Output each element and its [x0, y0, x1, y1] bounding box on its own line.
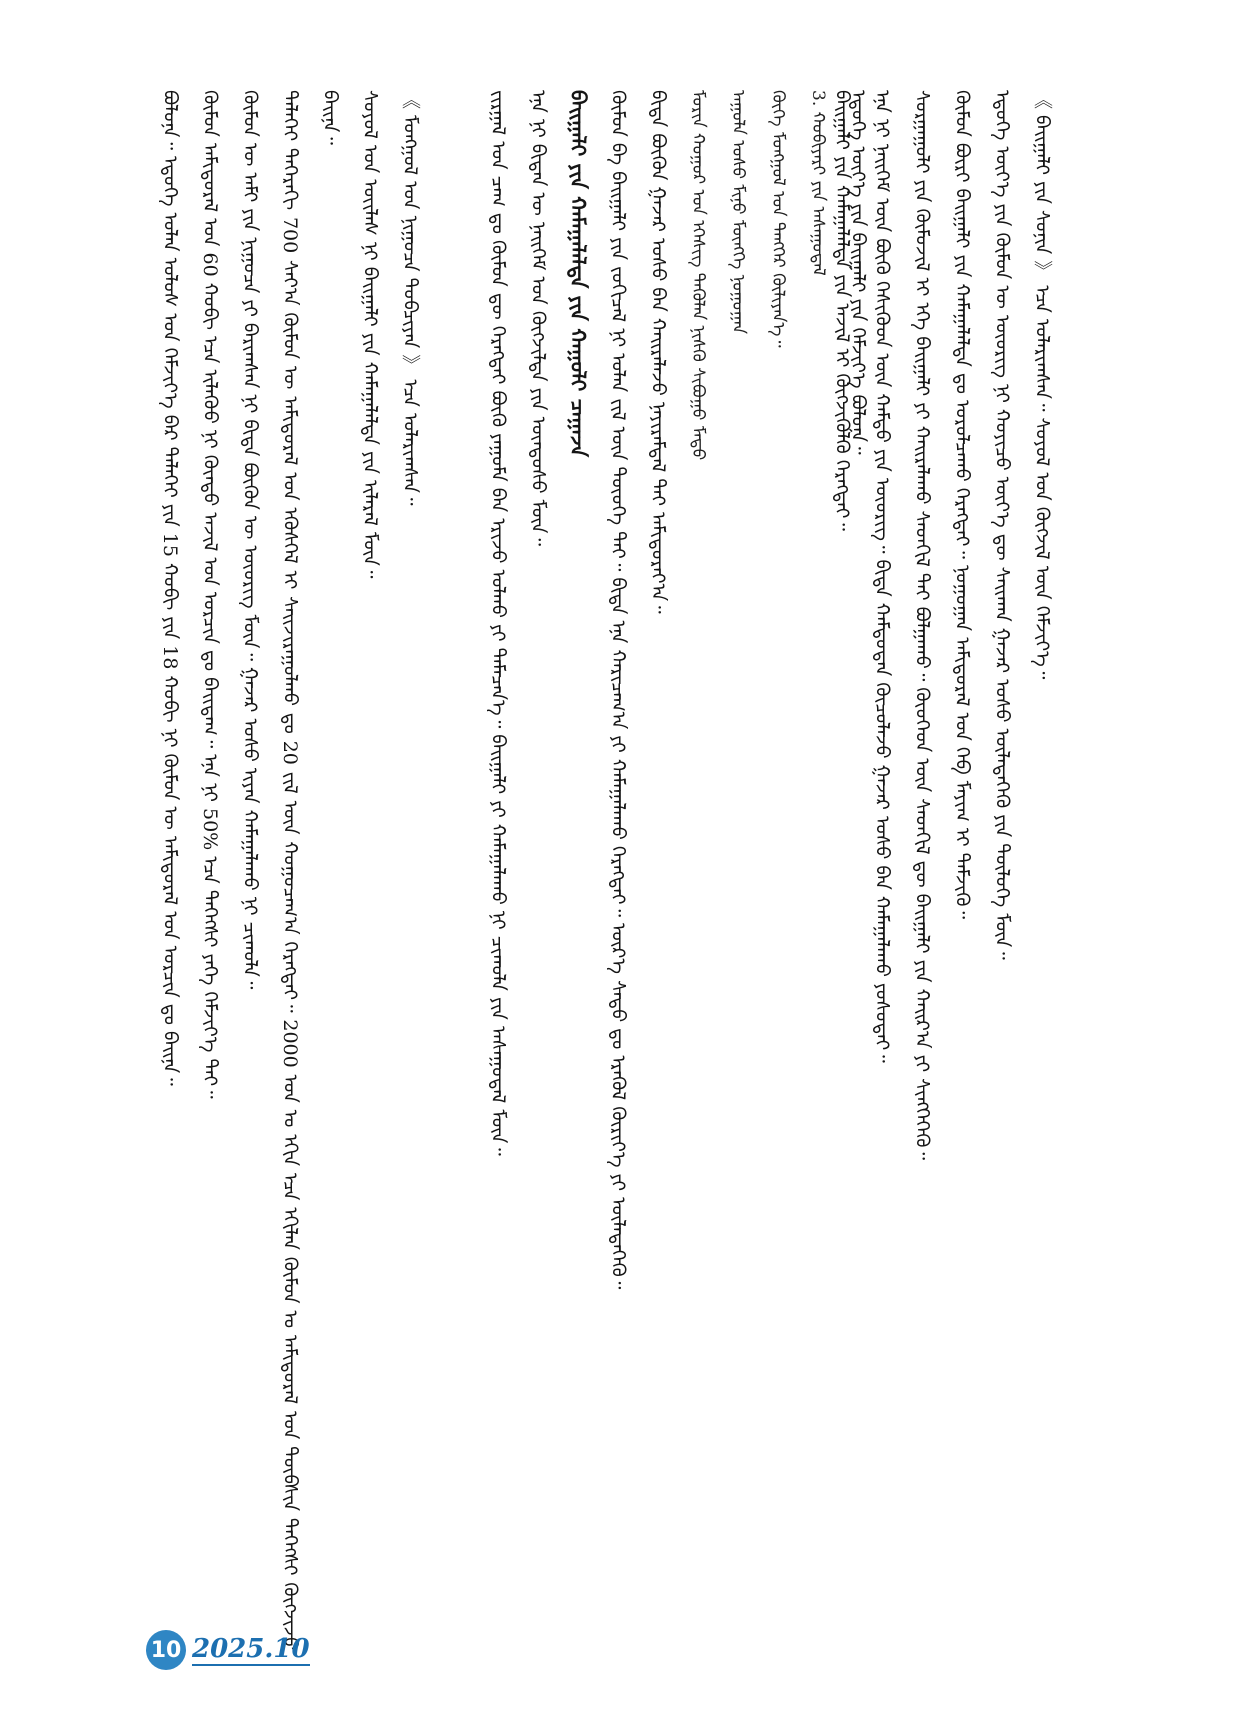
paragraph: ᠡᠳᠦᠭᠡ ᠦᠶ᠎ᠡ ᠶᠢᠨ ᠪᠠᠢᠭᠠᠯᠢ ᠶᠢᠨ ᠬᠡᠮᠵᠢᠶ᠎ᠡ ᠪᠣᠯᠤᠨᠠ᠃ — [847, 90, 869, 455]
paragraph: ᠬᠦᠮᠦᠨ ᠠᠮᠢᠳᠤᠷᠠᠯ ᠤᠨ 60 ᠬᠤᠪᠢ ᠡᠴᠡ ᠢᠯᠡᠭᠦᠦ ᠨᠢ ᠬᠦᠨᠳᠦ ᠠᠵᠢᠯ ᠤᠨ ᠤᠷᠴᠢᠨ ᠳᠤ ᠪᠠᠢᠳᠠᠭ᠃ ᠡᠨᠡ ᠨᠢ 50% ᠡᠴᠡ ᠳᠡᠭᠡᠭᠰᠢ ᠶᠡᠬᠡ ᠬᠡᠮᠵᠢᠶ᠎ᠡ ᠲᠡᠢ᠃ — [199, 90, 221, 1099]
paragraph: 《 ᠪᠠᠢᠭᠠᠯᠢ ᠶᠢᠨ ᠰᠣᠨᠢᠨ 》 ᠡᠴᠡ ᠤᠯᠠᠷᠢᠭᠰᠠᠨ᠃ ᠰᠣᠶᠣᠯ ᠤᠨ ᠬᠥᠭᠵᠢᠯ ᠦᠨ ᠬᠡᠮᠵᠢᠶ᠎ᠡ᠃ — [1031, 90, 1053, 680]
paragraph: ᠪᠠᠢᠭᠠᠯᠢ ᠶᠢᠨ ᠬᠠᠮᠠᠭᠠᠯᠠᠯᠲᠠ ᠶᠢᠨ ᠠᠵᠢᠯ ᠢ ᠬᠥᠭᠵᠢᠭᠦᠯᠬᠦ ᠬᠡᠷᠡᠭᠲᠡᠢ᠃ — [831, 90, 853, 531]
poem-line: ᠮᠣᠷᠢᠨ ᠬᠤᠭᠤᠷ ᠤᠨ ᠡᠭᠡᠰᠢᠭ ᠲᠡᠭᠦᠯᠡᠨ ᠨᠢᠰᠬᠦ ᠰᠢᠪᠤᠭᠤ ᠮᠡᠲᠦ — [688, 90, 708, 461]
issue-date: 2025.10 — [192, 1634, 310, 1664]
poem-line: 3. ᠬᠤᠪᠢᠶᠠᠷᠢ ᠶᠢᠨ ᠠᠰᠠᠭᠤᠳᠠᠯ — [808, 90, 828, 276]
paragraph: ᠡᠨᠡ ᠨᠢ ᠪᠢᠳᠡᠨ ᠦ ᠨᠡᠢᠭᠡᠮ ᠤᠨ ᠬᠥᠭᠵᠢᠯᠲᠡ ᠶᠢᠨ ᠦᠨᠳᠦᠰᠦ ᠮᠥᠨ᠃ — [527, 90, 549, 546]
paragraph: ᠰᠣᠶᠣᠯ ᠤᠨ ᠦᠢᠯᠡᠰ ᠨᠢ ᠪᠠᠢᠭᠠᠯᠢ ᠶᠢᠨ ᠬᠠᠮᠠᠭᠠᠯᠠᠯᠲᠠ ᠶᠢᠨ ᠢᠯᠡᠷᠡᠯ ᠮᠥᠨ᠃ — [359, 90, 381, 579]
poem-line: ᠠᠭᠤᠯᠠ ᠤᠰᠤ ᠮᠢᠨᠤ ᠮᠥᠩᠬᠡ ᠨᠤᠭᠤᠭᠠᠨ — [728, 90, 748, 334]
poem-line: ᠬᠥᠬᠡ ᠮᠣᠩᠭᠣᠯ ᠤᠨ ᠲᠡᠩᠭᠡᠷ ᠬᠦᠯᠢᠶᠡᠨ᠎ᠡ᠃ — [768, 90, 788, 348]
paragraph: ᠪᠢᠳᠡ ᠪᠦᠬᠦᠨ ᠭᠠᠵᠠᠷ ᠤᠰᠤ ᠪᠠᠨ ᠬᠠᠢᠷᠠᠯᠠᠵᠤ ᠨᠠᠶᠢᠷᠠᠮᠳᠠᠯ ᠲᠠᠢ ᠠᠮᠢᠳᠤᠷᠠᠶ᠎ᠠ᠃ — [647, 90, 669, 614]
paragraph: ᠰᠤᠷᠭᠠᠭᠤᠯᠢ ᠶᠢᠨ ᠬᠦᠮᠦᠵᠢᠯ ᠢ ᠡᠬᠡ ᠪᠠᠢᠭᠠᠯᠢ ᠶᠢ ᠬᠠᠢᠷᠠᠯᠠᠬᠤ ᠰᠡᠳᠬᠢᠯ ᠲᠡᠢ ᠪᠣᠯᠭᠠᠬᠤ᠃ ᠬᠦᠦᠬᠡᠳ ᠦᠨ ᠰᠡᠳᠬᠢᠯ ᠳᠦ ᠪᠠᠢᠭᠠᠯᠢ ᠶᠢᠨ ᠬᠠᠢᠷ᠎ᠠ ᠶᠢ ᠰᠢᠩᠭᠡᠭᠡᠬᠦ᠃ — [911, 90, 933, 1161]
text-column-left — [150, 90, 450, 1650]
paragraph: ᠡᠨᠡ ᠨᠢ ᠨᠡᠢᠭᠡᠮ ᠦᠨ ᠪᠦᠬᠦ ᠭᠡᠰᠢᠭᠦᠳ ᠦᠨ ᠬᠠᠮᠲᠤ ᠶᠢᠨ ᠦᠦᠷᠢᠭ᠃ ᠪᠢᠳᠡ ᠬᠠᠮᠲᠤᠳᠠᠨ ᠬᠦᠴᠦᠯᠡᠵᠦ ᠭᠠᠵᠠᠷ ᠤᠰᠤ ᠪᠠᠨ ᠬᠠᠮᠠᠭᠠᠯᠠᠬᠤ ᠶᠣᠰᠣᠲᠠᠢ᠃ — [871, 90, 893, 1063]
page-number: 10 — [146, 1630, 186, 1670]
paragraph: ᠵᠢᠷᠭᠠᠯ ᠤᠨ ᠴᠠᠭ ᠳᠤ ᠬᠦᠮᠦᠨ ᠳᠦ ᠬᠡᠷᠡᠭᠲᠡᠢ ᠪᠦᠬᠦ ᠶᠠᠭᠤᠮᠠ ᠪᠡᠨ ᠡᠷᠢᠵᠦ ᠣᠯᠬᠤ ᠶᠢ ᠲᠡᠮᠡᠴᠡᠨ᠎ᠡ᠃ ᠪᠠᠢᠭᠠᠯᠢ ᠶᠢ ᠬᠠᠮᠠᠭᠠᠯᠠᠬᠤ ᠨᠢ ᠴᠢᠬᠤᠯᠠ ᠶᠢᠨ ᠠᠰᠠᠭᠤᠳᠠᠯ ᠮᠥᠨ᠃ — [487, 90, 509, 1156]
text-column-right — [822, 90, 1122, 1650]
paragraph: ᠡᠳᠦᠭᠡ ᠦᠶ᠎ᠡ ᠶᠢᠨ ᠬᠦᠮᠦᠨ ᠦ ᠦᠦᠷᠢᠭ ᠨᠢ ᠬᠣᠶᠢᠴᠤ ᠦᠶ᠎ᠡ ᠳᠦ ᠰᠠᠢᠬᠠᠨ ᠭᠠᠵᠠᠷ ᠤᠰᠤ ᠦᠯᠡᠳᠡᠭᠡᠬᠦ ᠶᠢᠨ ᠲᠥᠯᠦᠭᠡ ᠮᠥᠨ᠃ — [991, 90, 1013, 960]
page-footer — [146, 1630, 310, 1670]
paragraph: ᠪᠣᠯᠤᠨᠠ᠃ ᠡᠳᠦᠭᠡ ᠣᠯᠠᠨ ᠤᠯᠤᠰ ᠤᠨ ᠬᠡᠮᠵᠢᠶ᠎ᠡ ᠪᠡᠷ ᠳᠡᠯᠡᠬᠡᠢ ᠶᠢᠨ 15 ᠬᠤᠪᠢ ᠶᠢᠨ 18 ᠬᠤᠪᠢ ᠨᠢ ᠬᠦᠮᠦᠨ ᠦ ᠠᠮᠢᠳᠤᠷᠠᠯ ᠤᠨ ᠣᠷᠴᠢᠨ ᠳᠤ ᠪᠠᠢᠨᠠ᠃ — [159, 90, 181, 1086]
section-heading: ᠪᠠᠢᠭᠠᠯᠢ ᠶᠢᠨ ᠬᠠᠮᠠᠭᠠᠯᠠᠯᠲᠠ ᠶᠢᠨ ᠬᠠᠭᠤᠯᠢ ᠴᠠᠭᠠᠵᠠ — [566, 90, 591, 458]
paragraph: ᠳᠡᠯᠡᠬᠡᠢ ᠳᠡᠭᠡᠷᠡᠬᠢ 700 ᠰᠠᠶ᠎ᠠ ᠬᠦᠮᠦᠨ ᠦ ᠠᠮᠢᠳᠤᠷᠠᠯ ᠤᠨ ᠡᠬᠦᠰᠬᠡᠯ ᠢ ᠰᠠᠢᠵᠢᠷᠠᠭᠤᠯᠬᠤ ᠳᠤ 20 ᠵᠢᠯ ᠦᠨ ᠬᠤᠭᠤᠴᠠᠭ᠎ᠠ ᠬᠡᠷᠡᠭᠲᠡᠢ᠃ 2000 ᠣᠨ ᠤ ᠡᠬᠢᠨ ᠡᠴᠡ ᠡᠬᠢᠯᠡᠨ ᠬᠦᠮᠦᠨ ᠤ ᠠᠮᠢᠳᠤᠷᠠᠯ ᠤᠨ ᠲᠦᠪᠰᠢᠨ ᠳᠡᠭᠡᠭᠰᠢ ᠬᠥᠭᠵᠢᠵᠦ ᠪᠠᠢᠨᠠ᠃ — [279, 90, 341, 1650]
paragraph: ᠬᠦᠮᠦᠨ ᠪᠦᠷᠢ ᠪᠠᠢᠭᠠᠯᠢ ᠶᠢᠨ ᠬᠠᠮᠠᠭᠠᠯᠠᠯᠲᠠ ᠳᠤ ᠣᠷᠤᠯᠴᠠᠬᠤ ᠬᠡᠷᠡᠭᠲᠡᠢ᠃ ᠨᠣᠭᠤᠭᠠᠨ ᠠᠮᠢᠳᠤᠷᠠᠯ ᠤᠨ ᠬᠡᠪ ᠮᠠᠶᠢᠭ ᠢ ᠳᠡᠮᠵᠢᠬᠦ᠃ — [951, 90, 973, 919]
paragraph: 《 ᠮᠣᠩᠭᠣᠯ ᠤᠨ ᠨᠢᠭᠤᠴᠠ ᠲᠣᠪᠴᠢᠶᠠᠨ 》 ᠡᠴᠡ ᠤᠯᠠᠷᠢᠭᠰᠠᠨ᠃ — [399, 90, 421, 506]
paragraph: ᠬᠦᠮᠦᠨ ᠦ ᠠᠮᠢ ᠶᠢᠨ ᠨᠢᠭᠤᠴᠠ ᠶᠢ ᠪᠠᠷᠢᠭᠰᠠᠨ ᠨᠢ ᠪᠢᠳᠡ ᠪᠦᠬᠦᠨ ᠦ ᠦᠦᠷᠢᠭ ᠮᠥᠨ᠃ ᠭᠠᠵᠠᠷ ᠤᠰᠤ ᠢᠶᠠᠨ ᠬᠠᠮᠠᠭᠠᠯᠠᠬᠤ ᠨᠢ ᠴᠢᠬᠤᠯᠠ᠃ — [239, 90, 261, 990]
paragraph: ᠬᠦᠮᠦᠨ ᠪᠠ ᠪᠠᠢᠭᠠᠯᠢ ᠶᠢᠨ ᠵᠣᠬᠢᠴᠠᠯ ᠨᠢ ᠣᠯᠠᠨ ᠵᠢᠯ ᠦᠨ ᠲᠦᠦᠬᠡ ᠲᠡᠢ᠃ ᠪᠢᠳᠡ ᠡᠨᠡ ᠬᠠᠷᠢᠴᠠᠭ᠎ᠠ ᠶᠢ ᠬᠠᠮᠠᠭᠠᠯᠠᠬᠤ ᠬᠡᠷᠡᠭᠲᠡᠢ᠃ ᠦᠷ᠎ᠡ ᠰᠠᠳᠤ ᠳᠤ ᠡᠷᠡᠭᠦᠯ ᠬᠦᠷᠢᠶ᠎ᠡ ᠶᠢ ᠦᠯᠡᠳᠡᠭᠡᠬᠦ᠃ — [607, 90, 629, 1290]
